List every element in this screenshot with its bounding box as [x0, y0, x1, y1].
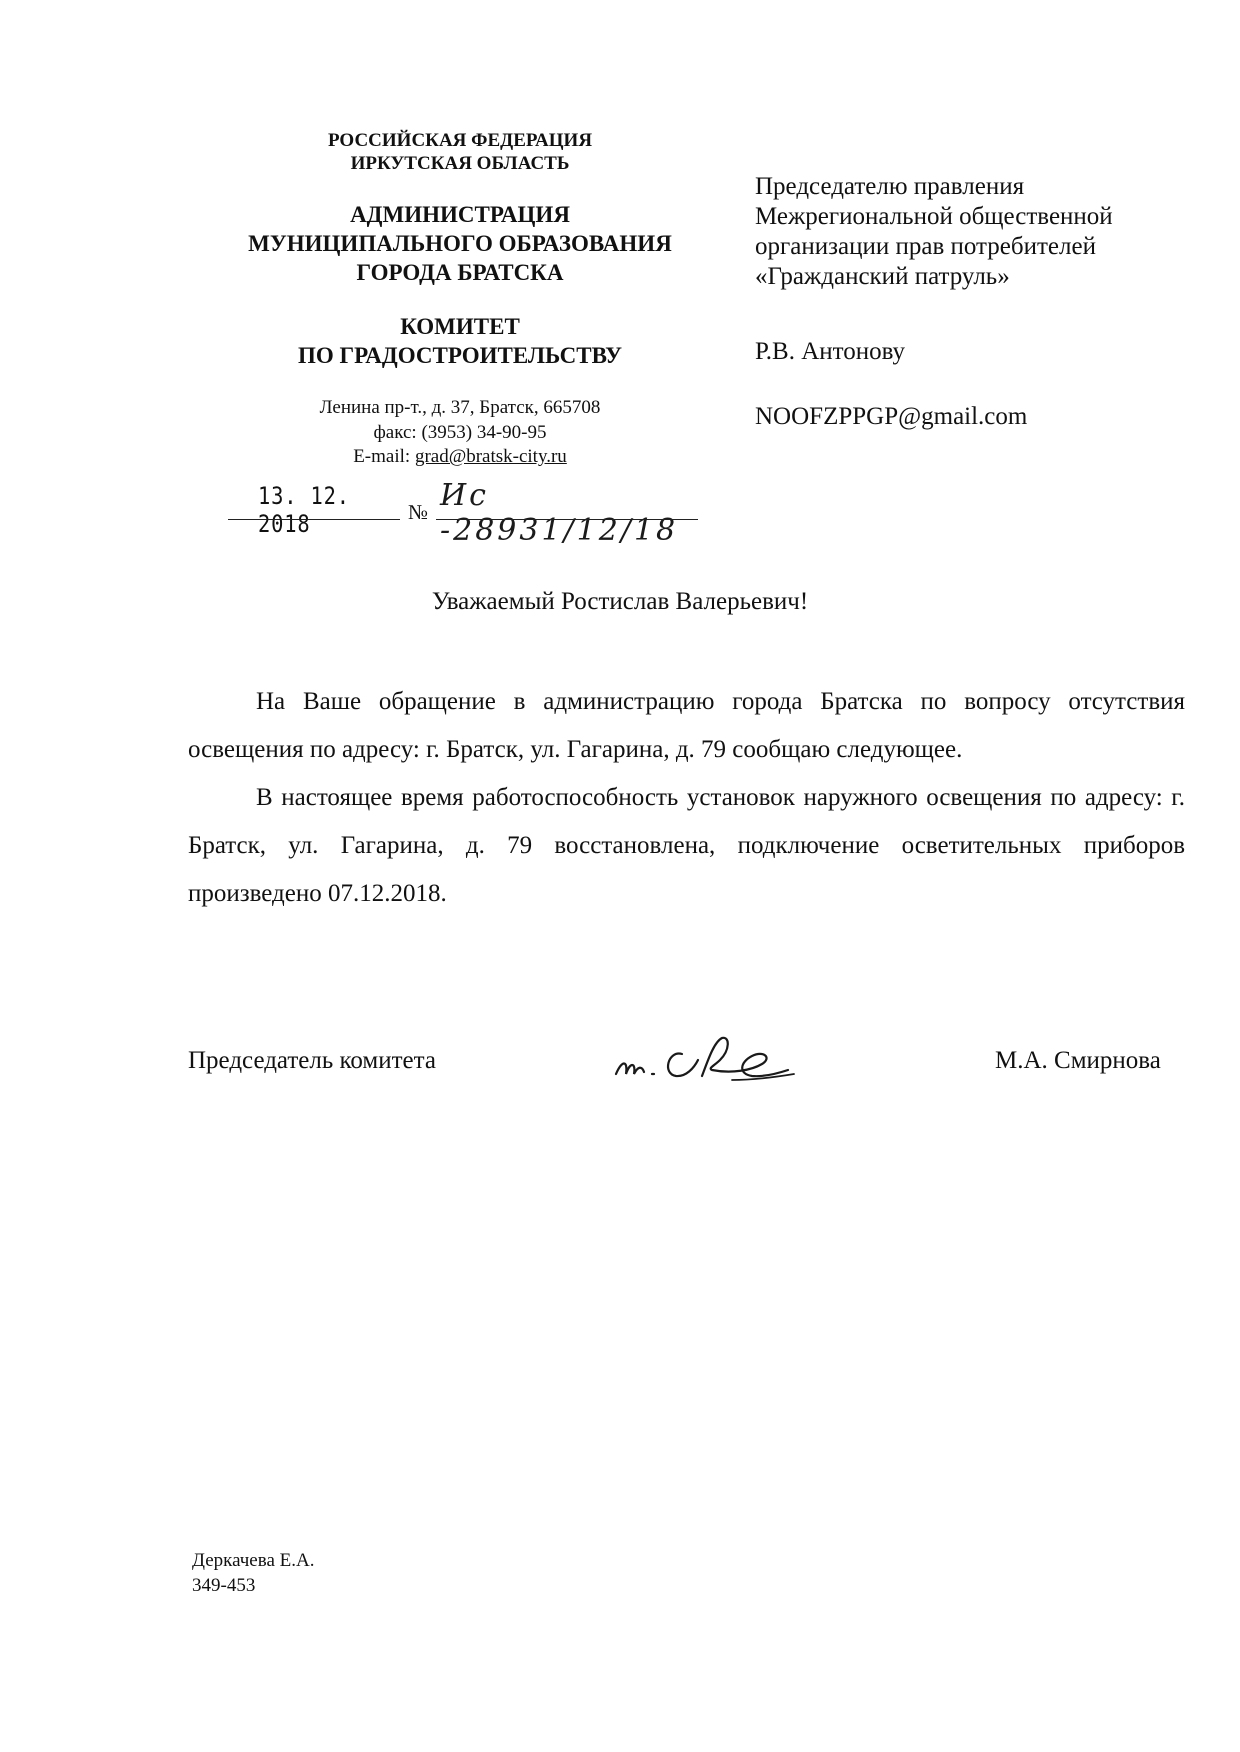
- recipient-line: Межрегиональной общественной: [755, 203, 1113, 230]
- registration-number-field: [436, 478, 698, 548]
- sender-email-label: E-mail:: [353, 446, 415, 468]
- signer-title: Председатель комитета: [188, 1047, 436, 1074]
- letter-body: [188, 678, 1185, 918]
- recipient-line: организации прав потребителей: [755, 233, 1096, 260]
- signer-name: М.А. Смирнова: [995, 1047, 1161, 1074]
- recipient-name: Р.В. Антонову: [755, 338, 906, 365]
- registration-date-field: [228, 480, 400, 538]
- sender-fax: факс: (3953) 34-90-95: [373, 421, 547, 443]
- executor-block: [192, 1548, 314, 1598]
- sender-country: РОССИЙСКАЯ ФЕДЕРАЦИЯ: [327, 130, 593, 151]
- committee-line: ПО ГРАДОСТРОИТЕЛЬСТВУ: [298, 343, 622, 368]
- sender-email-link[interactable]: grad@bratsk-city.ru: [414, 446, 567, 468]
- handwritten-signature: [612, 1030, 802, 1090]
- sender-block: [230, 130, 690, 176]
- signature-drawing: [612, 1030, 802, 1090]
- sender-region: ИРКУТСКАЯ ОБЛАСТЬ: [350, 152, 570, 174]
- sender-contacts: [230, 396, 690, 470]
- date-underline: [228, 519, 400, 520]
- admin-line: АДМИНИСТРАЦИЯ: [350, 202, 570, 227]
- executor-phone: 349-453: [192, 1575, 256, 1596]
- sender-address: Ленина пр-т., д. 37, Братск, 665708: [319, 397, 601, 418]
- salutation: Уважаемый Ростислав Валерьевич!: [431, 588, 809, 615]
- registration-date-stamp: 13. 12. 2018: [258, 482, 350, 538]
- registration-number-handwritten: Ис -28931/12/18: [440, 478, 679, 548]
- admin-line: МУНИЦИПАЛЬНОГО ОБРАЗОВАНИЯ: [248, 231, 672, 256]
- number-underline: [436, 519, 698, 520]
- recipient-email[interactable]: NOOFZPPGP@gmail.com: [755, 403, 1028, 430]
- administration-block: [190, 200, 730, 287]
- admin-line: ГОРОДА БРАТСКА: [356, 260, 564, 285]
- committee-line: КОМИТЕТ: [400, 314, 520, 339]
- body-paragraph: На Ваше обращение в администрацию города Братска по вопросу отсутствия освещения по адресу: г. Братск, ул. Гагарина, д. 79 сообщаю следующее.: [188, 688, 1185, 763]
- body-paragraph: В настоящее время работоспособность установок наружного освещения по адресу: г. Братск, ул. Гагарина, д. 79 восстановлена, подключение осветительных приборов произведено 07.12.2018.: [188, 784, 1185, 907]
- recipient-block: [755, 172, 1195, 292]
- executor-name: Деркачева Е.А.: [192, 1550, 315, 1571]
- recipient-line: «Гражданский патруль»: [755, 263, 1010, 290]
- number-label: №: [408, 500, 429, 524]
- committee-block: [230, 312, 690, 370]
- recipient-line: Председателю правления: [755, 173, 1025, 200]
- sender-email-line: [230, 445, 690, 470]
